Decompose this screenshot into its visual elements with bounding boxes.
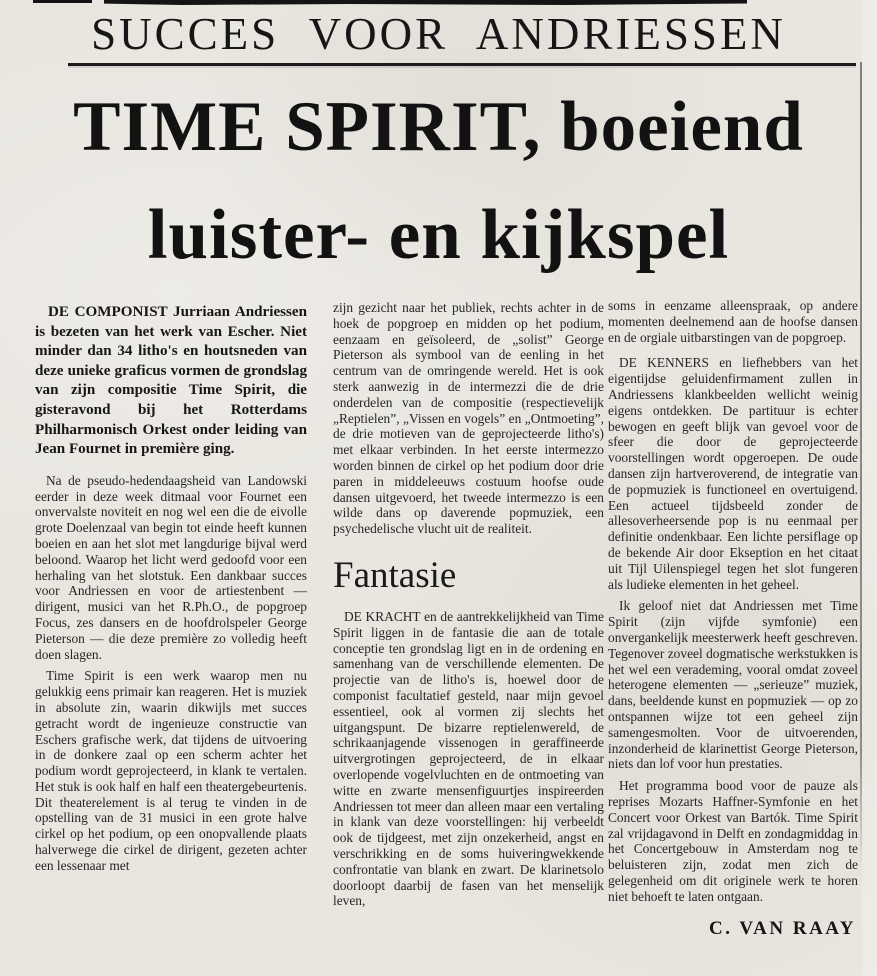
main-headline-line2: luister- en kijkspel [147,196,730,274]
article-paragraph: Na de pseudo-hedendaagsheid van Landowski eerder in deze week ditmaal voor Fournet een onvervalste noviteit en nog wel een die de eivolle grote Doelenzaal van begin tot einde heeft kunnen boeien en aan het slot met langdurige bijval werd beloond. Waarop het licht werd gedoofd voor een herhaling van het slotstuk. Een dankbaar succes voor Andriessen en voor de artiestenbent — dirigent, musici van het R.Ph.O., de popgroep Focus, zes dansers en de hoofdrolspeler George Pieterson — die deze première zo volledig heeft doen slagen. [35,472,307,662]
article-paragraph: DE KRACHT en de aantrekkelijkheid van Time Spirit liggen in de fantasie die aan de totale conceptie ten grondslag ligt en in de ordening en samenhang van de verschillende elementen. De projectie van de litho's is, hoewel door de componist facultatief gesteld, naar mijn gevoel essentieel, ook al vormen zij slechts het uitgangspunt. De bizarre reptielenwereld, de schrikaanjagende vissenogen in geraffineerde uitvergrotingen geprojecteerd, de in elkaar overlopende vogelvluchten en de ontmoeting van witte en zwarte mensenfiguurtjes inspireerden Andriessen tot meer dan alleen maar een vertaling in klank van deze voorstellingen: hij verbeeldt ook de tijdgeest, met zijn onzekerheid, angst en verschrikking en de soms huiveringwekkende confrontatie van blank en zwart. De klarinetsolo doorloopt daarbij de fasen van het menselijk leven, [333,608,604,909]
main-headline-line1: TIME SPIRIT, boeiend [73,88,804,166]
column-divider-rule [860,62,862,868]
article-paragraph: Ik geloof niet dat Andriessen met Time Spirit (zijn vijfde symfonie) een onvergankelijk meesterwerk heeft geschreven. Tegenover zoveel dogmatische werkstukken is het wel een verademing, vooral omdat zoveel heterogene elementen — „serieuze” muziek, dans, beeldende kunst en popmuziek — op zo ontspannen wijze tot een geheel zijn samengesmolten. Voor de uitvoerenden, inzonderheid de klarinettist George Pieterson, niets dan lof voor hun prestaties. [608,598,858,772]
article-paragraph: DE KENNERS en liefhebbers van het eigentijdse geluidenfirmament zullen in Andriessens klankbeelden wellicht weinig eigens ontdekken. De partituur is echter bewogen en geeft blijk van gevoel voor de sfeer die door de geprojecteerde voorstellingen wordt opgeroepen. De oude dansen zijn hartveroverend, de integratie van de popmuziek is functioneel en overtuigend. Een actueel tijdsbeeld zonder de allesoverheersende pop is nu eenmaal per definitie ondenkbaar. Een lichte persiflage op de bekende Air door Ekseption en het citaat uit Tijl Uilenspiegel tegen het slot fungeren als ludieke elementen in het geheel. [608,355,858,592]
article-paragraph: Het programma bood voor de pauze als reprises Mozarts Haffner-Symfonie en het Concert voor Orkest van Bartók. Time Spirit zal vrijdagavond in Delft en zondagmiddag in het Concertgebouw in Amsterdam nog te beluisteren zijn, zodat men zich de gelegenheid om dit originele werk te horen niet behoeft te laten ontgaan. [608,778,858,904]
torn-edge-fragment-main [104,0,747,5]
torn-edge-fragment-left [33,0,92,3]
article-column-2 [333,300,604,915]
author-byline: C. VAN RAAY [709,918,856,940]
article-paragraph: soms in eenzame alleenspraak, op andere momenten deelnemend aan de hoofse dansen en de orgiale uitbarstingen van de popgroep. [608,298,858,345]
article-column-3 [608,298,858,940]
section-heading-fantasie: Fantasie [333,554,457,596]
kicker-headline: SUCCES VOOR ANDRIESSEN [91,9,786,59]
article-column-1 [35,303,307,880]
article-paragraph: zijn gezicht naar het publiek, rechts achter in de hoek de popgroep en midden op het podium, eenzaam en geïsoleerd, de „solist” George Pieterson als symbool van de eenling in het centrum van de omringende wereld. Het is ook sterk aanwezig in de intermezzi die de drie onderdelen van de compositie (respectievelijk „Reptielen”, „Vissen en vogels” en „Ontmoeting”, de drie motieven van de geprojecteerde litho's) met elkaar verbinden. In het eerste intermezzo worden binnen de cirkel op het podium door drie paren in middeleeuws costuum hoofse oude dansen uitgevoerd, het tweede intermezzo is een wilde dans op daverende popmuziek, een psychedelische vlucht uit de realiteit. [333,300,604,537]
article-paragraph: Time Spirit is een werk waarop men nu gelukkig eens primair kan reageren. Het is muziek in absolute zin, waarin dikwijls met succes getracht wordt de ingenieuze constructie van Eschers grafische werk, dat tijdens de uitvoering in de donkere zaal op een scherm achter het podium wordt geprojecteerd, in klank te vertalen. Het stuk is ook half en half een theatergebeurtenis. Dit theaterelement is al terug te vinden in de opstelling van de 31 musici in een grote halve cirkel op het podium, op een onopvallende plaats halverwege die cirkel de dirigent, gezeten achter een lessenaar met [35,668,307,873]
lead-paragraph: DE COMPONIST Jurriaan Andriessen is bezeten van het werk van Escher. Niet minder dan 34 litho's en houtsneden van deze unieke graficus vormen de grondslag van zijn compositie Time Spirit, die gisteravond bij het Rotterdams Philharmonisch Orkest onder leiding van Jean Fournet in première ging. [35,304,307,458]
kicker-underline-rule [68,63,856,66]
right-margin-shading [862,0,877,976]
